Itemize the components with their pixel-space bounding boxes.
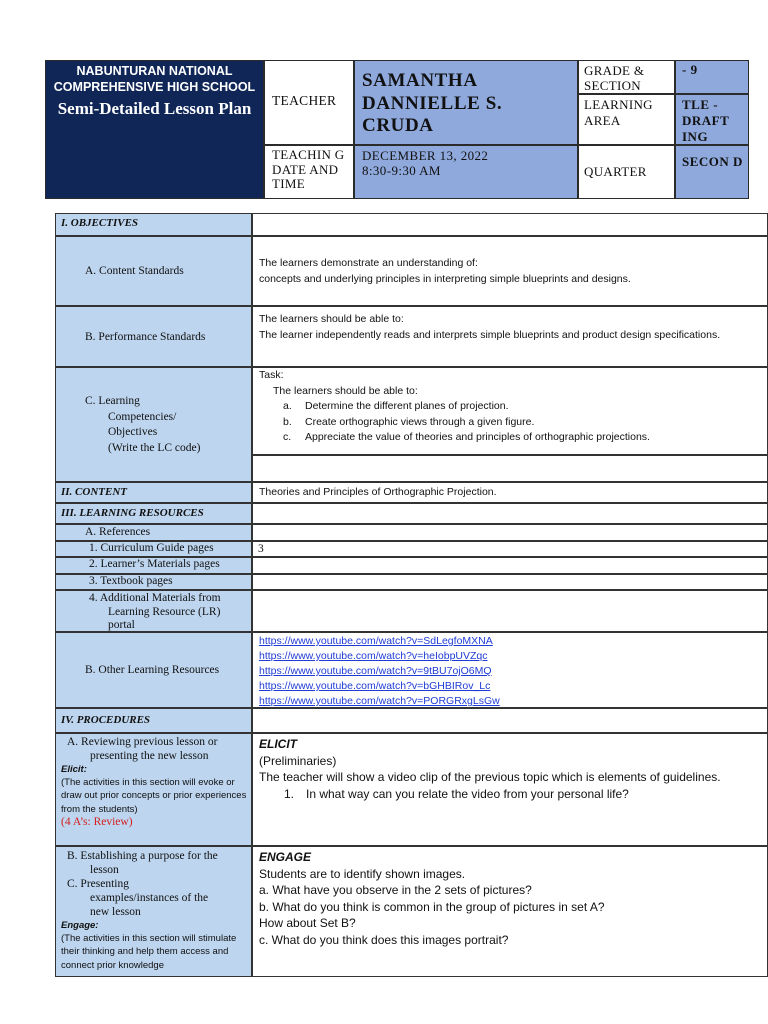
elicit-question: 1. In what way can you relate the video from your personal life?: [284, 786, 629, 801]
learning-area-label: LEARNING AREA: [578, 94, 675, 145]
elicit-title: ELICIT: [259, 737, 297, 751]
engage-title: ENGAGE: [259, 850, 312, 864]
engage-line4: How about Set B?: [259, 916, 356, 930]
presenting-label-line2: examples/instances of the: [90, 892, 209, 904]
performance-standards-label: B. Performance Standards: [55, 306, 252, 367]
quarter-label: QUARTER: [578, 145, 675, 199]
content-value: Theories and Principles of Orthographic Projection.: [252, 482, 768, 503]
competencies-task: Task:: [259, 369, 284, 381]
learners-materials-label: 2. Learner’s Materials pages: [55, 557, 252, 574]
purpose-label-line1: B. Establishing a purpose for the: [67, 850, 218, 862]
objectives-heading: I. OBJECTIVES: [55, 213, 252, 236]
teacher-label: TEACHER: [264, 60, 354, 145]
procedures-heading-blank: [252, 708, 768, 733]
competencies-intro: The learners should be able to:: [273, 384, 418, 397]
content-standards-line2: concepts and underlying principles in interpreting simple blueprints and designs.: [259, 272, 631, 285]
review-value: [252, 733, 768, 846]
competencies-value: [252, 367, 768, 455]
competencies-label: [55, 367, 252, 482]
resources-heading-blank: [252, 503, 768, 524]
presenting-label-line3: new lesson: [90, 906, 141, 918]
content-standards-label: A. Content Standards: [55, 236, 252, 306]
teacher-name: SAMANTHA DANNIELLE S. CRUDA: [354, 60, 578, 145]
content-standards-line1: The learners demonstrate an understanding of:: [259, 257, 478, 269]
additional-materials-value: [252, 590, 768, 632]
curriculum-guide-label: 1. Curriculum Guide pages: [55, 541, 252, 557]
lc-code-cell: [252, 455, 768, 482]
list-item: b. Create orthographic views through a given figure.: [283, 415, 535, 428]
competencies-list: [259, 399, 767, 446]
plan-title: Semi-Detailed Lesson Plan: [57, 99, 252, 118]
presenting-label-line1: C. Presenting: [67, 878, 129, 890]
engage-line2: a. What have you observe in the 2 sets of pictures?: [259, 883, 532, 897]
additional-materials-line2: Learning Resource (LR): [108, 605, 221, 618]
procedures-heading: IV. PROCEDURES: [55, 708, 252, 733]
list-item: a. Determine the different planes of projection.: [283, 400, 509, 412]
additional-materials-line1: 4. Additional Materials from: [89, 592, 221, 604]
elicit-description: (The activities in this section will evoke or draw out prior concepts or prior experiences from the students): [61, 777, 247, 815]
quarter-value: SECON D: [675, 145, 749, 199]
resource-link[interactable]: https://www.youtube.com/watch?v=heIobpUVZqc: [259, 650, 488, 662]
textbook-pages-value: [252, 574, 768, 590]
resource-link[interactable]: https://www.youtube.com/watch?v=bGHBIRov_Lc: [259, 680, 491, 692]
purpose-label: [55, 846, 252, 977]
other-resources-links: [252, 632, 768, 708]
textbook-pages-label: 3. Textbook pages: [55, 574, 252, 590]
objectives-heading-blank: [252, 213, 768, 236]
grade-label: GRADE & SECTION: [578, 60, 675, 94]
teaching-date-label: TEACHIN G DATE AND TIME: [264, 145, 354, 199]
time-text: 8:30-9:30 AM: [362, 163, 441, 178]
additional-materials-line3: portal: [108, 619, 135, 631]
engage-value: [252, 846, 768, 977]
review-note: (4 A’s: Review): [61, 815, 133, 828]
elicit-label: Elicit:: [61, 764, 87, 775]
resources-heading: III. LEARNING RESOURCES: [55, 503, 252, 524]
resource-link[interactable]: https://www.youtube.com/watch?v=SdLegfoMXNA: [259, 635, 493, 647]
resource-link[interactable]: https://www.youtube.com/watch?v=9tBU7ojO6MQ: [259, 665, 492, 677]
content-standards-value: [252, 236, 768, 306]
elicit-text: The teacher will show a video clip of the previous topic which is elements of guidelines.: [259, 770, 721, 784]
performance-standards-line1: The learners should be able to:: [259, 313, 404, 325]
references-value: [252, 524, 768, 541]
school-name: NABUNTURAN NATIONAL COMPREHENSIVE HIGH SCHOOL: [53, 64, 256, 94]
competencies-label-line4: (Write the LC code): [108, 441, 201, 454]
review-label-line1: A. Reviewing previous lesson or: [67, 736, 218, 748]
lesson-header-table: [45, 60, 749, 199]
learning-area-value: TLE - DRAFT ING: [675, 94, 749, 145]
review-label-line2: presenting the new lesson: [90, 750, 209, 762]
learners-materials-value: [252, 557, 768, 574]
date-text: DECEMBER 13, 2022: [362, 148, 489, 163]
engage-line3: b. What do you think is common in the group of pictures in set A?: [259, 899, 605, 914]
elicit-subtitle: (Preliminaries): [259, 753, 337, 768]
curriculum-guide-value: 3: [252, 541, 768, 557]
engage-line5: c. What do you think does this images portrait?: [259, 932, 509, 947]
competencies-label-line3: Objectives: [108, 426, 158, 438]
performance-standards-value: [252, 306, 768, 367]
other-resources-label: B. Other Learning Resources: [55, 632, 252, 708]
competencies-label-line2: Competencies/: [108, 410, 177, 423]
purpose-label-line2: lesson: [90, 864, 119, 876]
additional-materials-label: [55, 590, 252, 632]
performance-standards-line2: The learner independently reads and interprets simple blueprints and product design specifications.: [259, 328, 721, 341]
engage-line1: Students are to identify shown images.: [259, 866, 466, 881]
engage-label: Engage:: [61, 920, 99, 931]
school-block: [45, 60, 264, 199]
review-label: [55, 733, 252, 846]
engage-description: (The activities in this section will stimulate their thinking and help them access and connect prior knowledge: [61, 933, 237, 971]
resource-link[interactable]: https://www.youtube.com/watch?v=PORGRxgLsGw: [259, 695, 500, 707]
list-item: c. Appreciate the value of theories and principles of orthographic projections.: [283, 431, 650, 443]
content-heading: II. CONTENT: [55, 482, 252, 503]
grade-value: - 9: [675, 60, 749, 94]
lesson-plan-table: [55, 213, 768, 977]
teaching-date-value: [354, 145, 578, 199]
references-label: A. References: [55, 524, 252, 541]
competencies-label-line1: C. Learning: [85, 395, 140, 407]
